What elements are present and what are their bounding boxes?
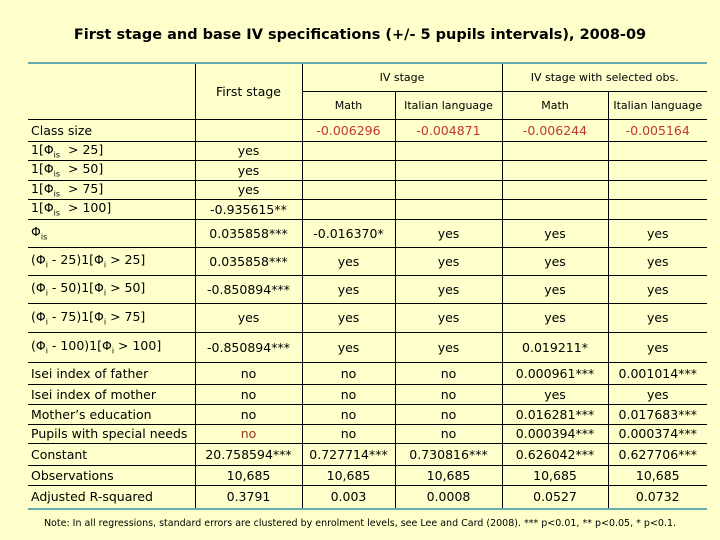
table-cell: no xyxy=(302,362,395,384)
table-cell xyxy=(395,141,502,160)
table-cell: 0.3791 xyxy=(195,485,302,509)
table-cell xyxy=(608,160,707,180)
table-cell xyxy=(395,199,502,219)
row-label-part: > 100] xyxy=(114,338,162,354)
table-cell xyxy=(608,180,707,199)
row-label xyxy=(28,160,195,180)
table-cell: 0.001014*** xyxy=(608,362,707,384)
row-label-part: i xyxy=(103,260,107,270)
row-label xyxy=(28,404,195,424)
table-row xyxy=(28,443,707,465)
row-label-part: is xyxy=(53,150,61,160)
header-iv-selected: IV stage with selected obs. xyxy=(502,63,707,91)
table-cell xyxy=(502,141,608,160)
table-cell xyxy=(395,160,502,180)
row-label-part: > 100] xyxy=(60,200,112,216)
table-cell: no xyxy=(395,404,502,424)
row-label xyxy=(28,303,195,332)
table-cell xyxy=(502,160,608,180)
table-row xyxy=(28,199,707,219)
table-row xyxy=(28,247,707,275)
row-label xyxy=(28,141,195,160)
table-cell: yes xyxy=(195,180,302,199)
row-label-part: Mother’s education xyxy=(31,406,152,422)
table-row xyxy=(28,404,707,424)
table-cell: no xyxy=(302,404,395,424)
row-label-part: - 100)1[Φ xyxy=(47,338,112,354)
row-label-part: (Φ xyxy=(31,280,46,296)
header-first-stage: First stage xyxy=(195,63,302,119)
table-cell: no xyxy=(395,362,502,384)
row-label-part: is xyxy=(40,232,48,242)
table-cell: yes xyxy=(608,247,707,275)
table-cell: -0.006296 xyxy=(302,119,395,141)
row-label-part: 1[Φ xyxy=(31,141,54,157)
table-cell: no xyxy=(195,424,302,443)
table-row xyxy=(28,384,707,404)
table-cell xyxy=(302,199,395,219)
row-label-part: - 75)1[Φ xyxy=(47,308,104,324)
table-cell: no xyxy=(302,384,395,404)
row-label xyxy=(28,119,195,141)
table-row xyxy=(28,119,707,141)
table-cell: 0.003 xyxy=(302,485,395,509)
table-row xyxy=(28,424,707,443)
row-label-part: 1[Φ xyxy=(31,180,54,196)
table-cell: 0.627706*** xyxy=(608,443,707,465)
table-cell: 10,685 xyxy=(502,465,608,485)
table-cell: -0.004871 xyxy=(395,119,502,141)
table-row xyxy=(28,303,707,332)
header-iv-stage: IV stage xyxy=(302,63,502,91)
row-label xyxy=(28,384,195,404)
row-label-part: is xyxy=(53,208,61,218)
row-label xyxy=(28,332,195,362)
table-row xyxy=(28,160,707,180)
table-cell: 0.0732 xyxy=(608,485,707,509)
table-cell: yes xyxy=(195,141,302,160)
row-label-part: 1[Φ xyxy=(31,200,54,216)
row-label xyxy=(28,180,195,199)
table-cell: yes xyxy=(502,384,608,404)
row-label-part: - 25)1[Φ xyxy=(47,252,104,268)
row-label-part: > 25] xyxy=(60,141,104,157)
footnote: Note: In all regressions, standard errors are clustered by enrolment levels, see Lee and Card (2008). *** p<0.01, ** p<0.05, * p<0.1. xyxy=(43,518,677,529)
table-row xyxy=(28,219,707,247)
row-label xyxy=(28,485,195,509)
table-cell: yes xyxy=(395,332,502,362)
table-cell: yes xyxy=(395,247,502,275)
table-cell: 0.000374*** xyxy=(608,424,707,443)
table-cell: yes xyxy=(608,275,707,303)
table-cell: 0.0008 xyxy=(395,485,502,509)
table-cell: yes xyxy=(395,275,502,303)
row-label-part: i xyxy=(111,346,115,356)
row-label-part: (Φ xyxy=(31,252,46,268)
table-cell: yes xyxy=(302,332,395,362)
row-label-part: i xyxy=(45,288,48,298)
table-cell xyxy=(395,180,502,199)
table-cell: yes xyxy=(502,219,608,247)
row-label-part: i xyxy=(103,288,107,298)
row-label-part: (Φ xyxy=(31,338,46,354)
row-label xyxy=(28,443,195,465)
row-label xyxy=(28,219,195,247)
table-cell: 10,685 xyxy=(195,465,302,485)
row-label-part: i xyxy=(45,346,48,356)
row-label-part: 1[Φ xyxy=(31,161,54,177)
table-cell: 10,685 xyxy=(395,465,502,485)
table-cell: yes xyxy=(395,303,502,332)
table-cell: 10,685 xyxy=(608,465,707,485)
row-label-part: > 50] xyxy=(106,280,146,296)
row-label-part: > 75] xyxy=(60,180,104,196)
table-cell: yes xyxy=(502,275,608,303)
row-label-part: > 25] xyxy=(106,252,146,268)
table-cell: no xyxy=(395,384,502,404)
table-cell: 0.019211* xyxy=(502,332,608,362)
table-cell xyxy=(608,199,707,219)
table-cell xyxy=(195,119,302,141)
table-row xyxy=(28,180,707,199)
row-label-part: Pupils with special needs xyxy=(31,426,188,441)
table-cell: 0.000394*** xyxy=(502,424,608,443)
row-label xyxy=(28,465,195,485)
table-cell xyxy=(502,199,608,219)
table-cell: 0.016281*** xyxy=(502,404,608,424)
row-label-part: - 50)1[Φ xyxy=(47,280,104,296)
header-italian: Italian language xyxy=(395,91,502,119)
table-cell: yes xyxy=(302,275,395,303)
table-cell: -0.016370* xyxy=(302,219,395,247)
table-cell xyxy=(502,180,608,199)
table-cell: yes xyxy=(608,332,707,362)
table-cell: -0.005164 xyxy=(608,119,707,141)
table-cell: no xyxy=(195,362,302,384)
table-cell: yes xyxy=(195,160,302,180)
row-label-part: Class size xyxy=(31,122,93,138)
row-label-part: > 75] xyxy=(106,308,146,324)
row-label-part: Isei index of father xyxy=(31,365,149,381)
table-cell: -0.850894*** xyxy=(195,275,302,303)
slide-title: First stage and base IV specifications (+/- 5 pupils intervals), 2008-09 xyxy=(73,27,647,43)
row-label xyxy=(28,275,195,303)
table-cell: 20.758594*** xyxy=(195,443,302,465)
results-table xyxy=(28,62,707,510)
table-row xyxy=(28,362,707,384)
table-cell: yes xyxy=(608,219,707,247)
table-row xyxy=(28,332,707,362)
table-cell: 0.730816*** xyxy=(395,443,502,465)
table-row xyxy=(28,465,707,485)
row-label-part: Constant xyxy=(31,446,88,462)
table-cell: no xyxy=(195,404,302,424)
row-label-part: > 50] xyxy=(60,161,104,177)
header-italian-selected: Italian language xyxy=(608,91,707,119)
table-cell xyxy=(302,180,395,199)
table-cell: yes xyxy=(502,303,608,332)
row-label-part: (Φ xyxy=(31,308,46,324)
table-cell: no xyxy=(395,424,502,443)
table-cell: 0.035858*** xyxy=(195,247,302,275)
row-label-part: Φ xyxy=(31,224,41,240)
corner-cell xyxy=(28,63,195,119)
header-math: Math xyxy=(302,91,395,119)
table-cell: yes xyxy=(395,219,502,247)
table-cell: 10,685 xyxy=(302,465,395,485)
table-cell: yes xyxy=(502,247,608,275)
row-label-part: Adjusted R-squared xyxy=(31,489,153,505)
table-cell: no xyxy=(302,424,395,443)
table-cell xyxy=(302,141,395,160)
table-cell xyxy=(608,141,707,160)
table-row xyxy=(28,275,707,303)
table-row xyxy=(28,141,707,160)
table-cell: -0.850894*** xyxy=(195,332,302,362)
row-label xyxy=(28,424,195,443)
row-label-part: i xyxy=(103,317,107,327)
table-cell: 0.727714*** xyxy=(302,443,395,465)
table-cell: yes xyxy=(302,247,395,275)
row-label-part: Observations xyxy=(31,467,114,483)
table-cell: -0.935615** xyxy=(195,199,302,219)
table-cell: 0.0527 xyxy=(502,485,608,509)
table-cell: 0.626042*** xyxy=(502,443,608,465)
table-cell: 0.017683*** xyxy=(608,404,707,424)
table-cell: yes xyxy=(302,303,395,332)
table-cell: yes xyxy=(608,303,707,332)
row-label xyxy=(28,362,195,384)
table-row xyxy=(28,485,707,509)
table-cell xyxy=(302,160,395,180)
table-cell: 0.000961*** xyxy=(502,362,608,384)
row-label xyxy=(28,199,195,219)
row-label-part: i xyxy=(45,260,48,270)
header-math-selected: Math xyxy=(502,91,608,119)
row-label-part: i xyxy=(45,317,48,327)
table-cell: 0.035858*** xyxy=(195,219,302,247)
row-label-part: Isei index of mother xyxy=(31,386,157,402)
row-label-part: is xyxy=(53,169,61,179)
table-cell: yes xyxy=(608,384,707,404)
table-cell: no xyxy=(195,384,302,404)
row-label xyxy=(28,247,195,275)
table-cell: -0.006244 xyxy=(502,119,608,141)
row-label-part: is xyxy=(53,189,61,199)
table-cell: yes xyxy=(195,303,302,332)
